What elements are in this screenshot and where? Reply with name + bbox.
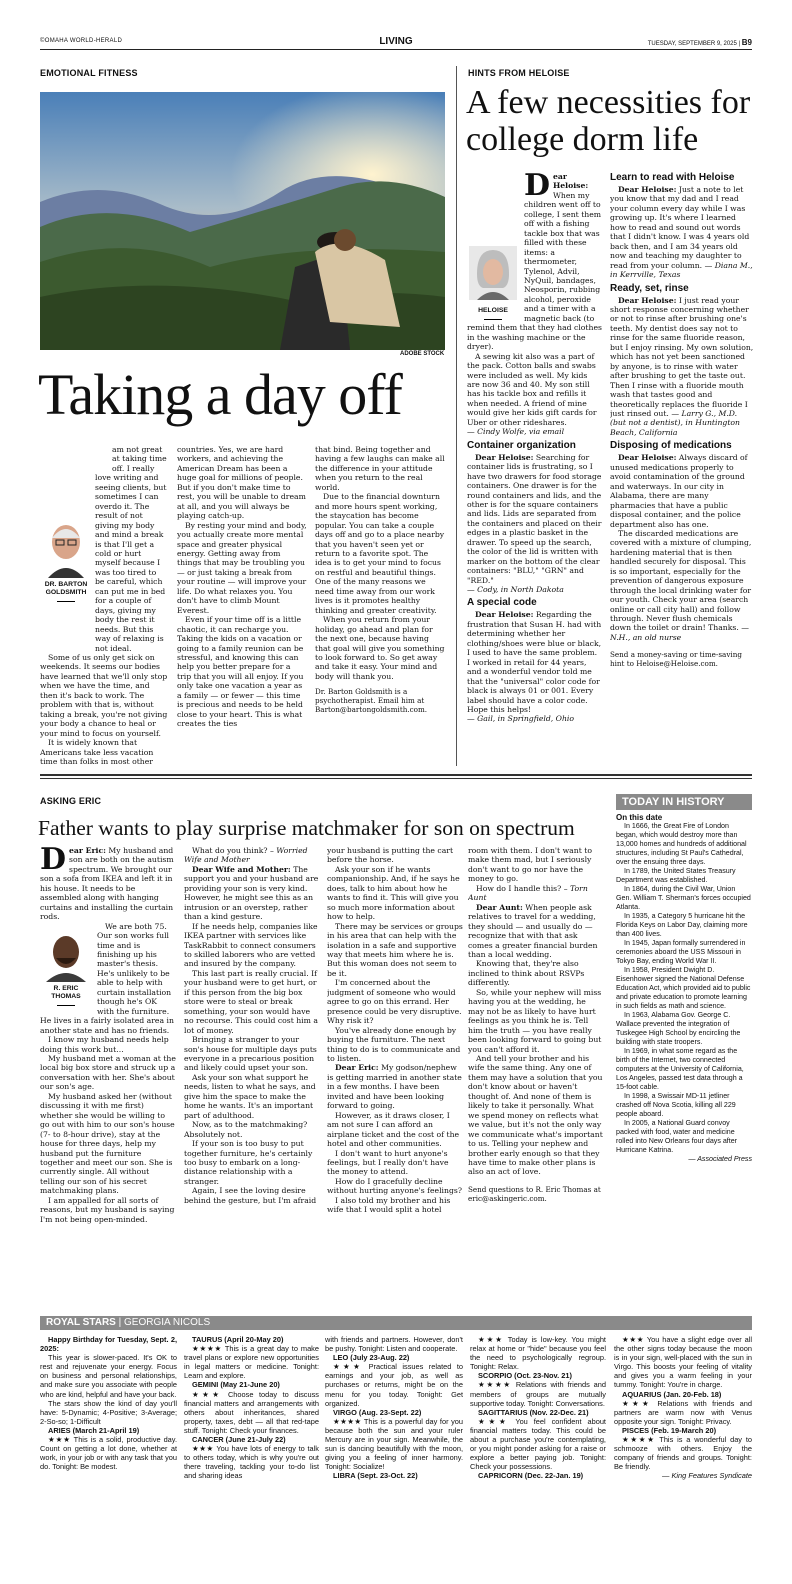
column-divider xyxy=(456,66,457,766)
page-header xyxy=(40,38,752,50)
heloise-headshot xyxy=(467,246,519,320)
heloise-column-1: HELOISE Dear Heloise: When my children went off to college, I sent them off with a fishing tackle box that was filled with these items: a thermometer, Tylenol, Advil, NyQuil, bandages, Neosporin, rubbing alcohol, peroxide and a timer with a magnetic back (to remind them that they had clothes in the washing machine or the dryer). A sewing kit also was a part of the pack. Cotton balls and swabs were included as well. My kids are now 36 and 40. My son still has his tackle box and refills it when needed. A friend of mine would give her kids gift cards for Uber or other rideshares. — Cindy Wolfe, via email Container organization Dear Heloise: Searching for container lids is frustrating, so I have two drawers for food storage containers. One drawer is for the round containers and lids, and the other is for the square containers and lids. Lids are separated from the containers and placed on their edges in a plastic basket in the drawer. To speed up the search, the color of the lid is written with marker on the bottom of the clear containers: "BLU," "GRN" and "RED." — Cody, in North Dakota A special code Dear Heloise: Regarding the frustration that Susan H. had with determining whether her clothing/shoes were blue or black, I used to have the same problem. I worked in retail for 44 years, and a wonderful vendor told me that the "universal" color code for black is always 01 or 001. Every label should have a color code. Hope this helps! — Gail, in Springfield, Ohio xyxy=(467,172,602,724)
fitness-col3-p1: that bind. Being together and having a few laughs can make all the difference in your attitude when you return to the real world. xyxy=(315,445,445,492)
heloise-footer: Send a money-saving or time-saving hint to Heloise@Heloise.com. xyxy=(610,650,742,669)
royal-stars-bar: ROYAL STARS | GEORGIA NICOLS xyxy=(40,1316,752,1330)
goldsmith-name: DR. BARTON GOLDSMITH xyxy=(44,581,88,596)
drop-cap: D xyxy=(40,846,67,877)
eric-column-3: your husband is putting the cart before the horse. Ask your son if he wants companionship. And, if he says he does, talk to him about how he wants to find it. This will give you so much more information about how to help. There may be services or groups in his area that can help with the isolation in a safe and supportive way that meets him where he is. But this woman does not seem to be it. I'm concerned about the judgment of someone who would agree to go on this errand. Her presence could be very disruptive. Why risk it? You've already done enough by buying the furniture. The next thing to do is to communicate and to listen. Dear Eric: My godson/nephew is getting married in another state in a few months. I have been invited and have been looking forward to going. However, as it draws closer, I am not sure I can afford an airplane ticket and the cost of the hotel and other communities. I don't want to hurt anyone's feelings, but I really don't have the money to attend. How do I gracefully decline without hurting anyone's feelings? I also told my brother and his wife that I would split a hotel xyxy=(327,846,463,1215)
eric-section-label: ASKING ERIC xyxy=(40,796,102,806)
history-item: In 1958, President Dwight D. Eisenhower signed the National Defense Education Act, which provided aid to public and private education to promote learning in such fields as math and science. xyxy=(616,966,751,1010)
heloise-headline: A few necessities for college dorm life xyxy=(466,84,751,158)
history-item: In 1945, Japan formally surrendered in ceremonies aboard the USS Missouri in Tokyo Bay, ending World War II. xyxy=(616,939,746,965)
sunset-photo xyxy=(40,92,445,350)
fitness-col2-p3: Even if your time off is a little chaotic, it can recharge you. Taking the kids on a vacation or going to a family reunion can be stressful, and knowing this can help you better prepare for a trip that you will all enjoy. If you only take one vacation a year as a family — or fewer — this time is precious and needs to be held close to your heart. This is what creates the ties xyxy=(177,615,304,729)
royal-stars-author: GEORGIA NICOLS xyxy=(124,1317,211,1328)
eric-column-2: What do you think? – Worried Wife and Mother Dear Wife and Mother: The support you and your husband are providing your son is very kind. However, he might see this as an intrusion or an overstep, rather than a kind gesture. If he needs help, companies like IKEA partner with services like TaskRabbit to connect consumers to skilled laborers who are vetted and insured by the company. This last part is really crucial. If your husband were to get hurt, or if this person from the big box store were to steal or break something, your son would have no recourse. This could cost him a lot of money. Bringing a stranger to your son's house for multiple days puts everyone in a precarious position and likely could upset your son. Ask your son what support he needs, listen to what he says, and give him the space to make the home he wants. It's an important part of adulthood. Now, as to the matchmaking? Absolutely not. If your son is too busy to put together furniture, he's certainly too busy to embark on a long-distance relationship with a stranger. Again, I see the loving desire behind the gesture, but I'm afraid xyxy=(184,846,319,1205)
stars-credit: — King Features Syndicate xyxy=(662,1471,752,1481)
drop-cap: D xyxy=(524,172,551,203)
fitness-col2-p2: By resting your mind and body, you actually create more mental space and greater physical energy. Getting away from things that may be troubling you — or just taking a break from your routine — will improve your life. Do what relaxes you. You don't have to climb Mount Everest. xyxy=(177,520,307,615)
eric-headline: Father wants to play surprise matchmaker for son on spectrum xyxy=(38,816,575,840)
learn-heading: Learn to read with Heloise xyxy=(610,172,735,183)
history-item: In 1864, during the Civil War, Union Gen. William T. Sherman's forces occupied Atlanta. xyxy=(616,885,751,911)
history-item: In 2005, a National Guard convoy packed with food, water and medicine rolled into New Orleans four days after Hurricane Katrina. xyxy=(616,1119,738,1154)
heloise-portrait xyxy=(469,246,517,300)
birthday-heading: Happy Birthday for Tuesday, Sept. 2, 2025: xyxy=(40,1335,177,1354)
fitness-headline: Taking a day off xyxy=(38,362,402,427)
history-item: In 1963, Alabama Gov. George C. Wallace prevented the integration of Tuskegee High School by encircling the building with state troopers. xyxy=(616,1011,741,1046)
fitness-col3-p2: Due to the financial downturn and more hours spent working, the staycation has become popular. You can take a couple days off and go to a place nearby that you haven't seen yet or return to a favorite spot. The idea is to get your mind to focus on restful and beautiful things. One of the many reasons we need time away from our work lives is it promotes healthy thinking and greater creativity. xyxy=(315,492,445,615)
history-item: In 1998, a Swissair MD-11 jetliner crashed off Nova Scotia, killing all 229 people aboard. xyxy=(616,1092,736,1118)
fitness-column-3 xyxy=(315,445,447,767)
fitness-col1-p2: Some of us only get sick on weekends. It seems our bodies have learned that we'll only stop when we have the time, and then it's back to work. The problem with that is, without taking a break, you're not giving your body a chance to heal or your mind to focus on yourself. xyxy=(40,652,168,738)
rinse-heading: Ready, set, rinse xyxy=(610,282,689,294)
history-item: In 1789, the United States Treasury Department was established. xyxy=(616,867,736,884)
stars-column-5: ★★★ You have a slight edge over all the other signs today because the moon is in your sign, well-placed with the sun in Virgo. This boosts your feeling of vitality and gives you a warm feeling in your tummy. Tonight: You're in charge. AQUARIUS (Jan. 20-Feb. 18) ★★★ Relations with friends and partners are warm now with Venus opposite your sign. Tonight: Privacy. PISCES (Feb. 19-March 20) ★★★★ This is a wonderful day to schmooze with others. Enjoy the company of friends and groups. Tonight: Be friendly. — King Features Syndicate xyxy=(614,1335,752,1481)
section-name: LIVING xyxy=(379,36,413,47)
fitness-col1-p3: It is widely known that Americans take less vacation time than folks in most other xyxy=(40,738,154,766)
royal-stars-title: ROYAL STARS xyxy=(46,1317,116,1328)
history-item: In 1935, a Category 5 hurricane hit the Florida Keys on Labor Day, claiming more than 400 lives. xyxy=(616,912,748,938)
container-heading: Container organization xyxy=(467,439,576,451)
special-code-heading: A special code xyxy=(467,597,537,609)
medications-heading: Disposing of medications xyxy=(610,440,732,452)
section-divider xyxy=(40,774,752,776)
fitness-column-2 xyxy=(177,445,307,767)
fitness-col2-p1: countries. Yes, we are hard workers, and achieving the American Dream has been a huge goal for millions of people. But if you don't make time to rest, you will be unable to dream at all, and you will always be playing catch-up. xyxy=(177,445,306,521)
eric-column-4: room with them. I don't want to make them mad, but I seriously don't want to go nor have the money to go. How do I handle this? – Torn Aunt Dear Aunt: When people ask relatives to travel for a wedding, they should — and usually do — recognize that with that ask comes a greater financial burden than a local wedding. Knowing that, they're also inclined to think about RSVPs differently. So, while your nephew will miss having you at the wedding, he may not be as likely to have hurt feelings as you think he is. Tell him the truth — you have really been looking forward to going but you can't afford it. And tell your brother and his wife the same thing. Any one of them may have a solution that you don't know about or haven't thought of. And none of them is likely to take it personally. What we spend money on reflects what we value, but it's not the only way we communicate what's important to us. Telling your nephew and brother early enough so that they have time to make other plans is also an act of love. Send questions to R. Eric Thomas at eric@askingeric.com. xyxy=(468,846,603,1203)
stars-column-1: Happy Birthday for Tuesday, Sept. 2, 2025: This year is slower-paced. It's OK to rest and rejuvenate your energy. Focus on business and personal relationships, and make sure you associate with people who are kind, helpful and have your back. The stars show the kind of day you'll have: 5-Dynamic; 4-Positive; 3-Average; 2-So-so; 1-Difficult ARIES (March 21-April 19) ★★★ This is a solid, productive day. Count on getting a lot done, whether at work, in your job or with any task that you do. Tonight: Be modest. xyxy=(40,1335,177,1472)
history-item: In 1666, the Great Fire of London began, which would destroy more than 13,000 homes and hundreds of additional structures, including St Paul's Cathedral, over the ensuing three days. xyxy=(616,822,747,866)
publication-name: ©OMAHA WORLD-HERALD xyxy=(40,38,123,44)
fitness-column-1-text: am not great at taking time off. I really love writing and seeing clients, but sometimes I can overdo it. The result of not giving my body and mind a break is that I'll get a cold or hurt myself because I was too tired to be careful, which can put me in bed for a couple of days, giving my body the rest it needs. But this way of relaxing is not ideal. Some of us only get sick on weekends. It seems our bodies have learned that we'll only stop when we have the time, and then it's back to work. The problem with that is, without taking a break, you're not giving your body a chance to heal or your mind to focus on yourself. It is widely known that Americans take less vacation time than folks in most other xyxy=(40,445,168,766)
history-list xyxy=(616,813,752,1164)
history-heading: On this date xyxy=(616,813,663,822)
history-title: TODAY IN HISTORY xyxy=(616,794,752,810)
photo-credit: ADOBE STOCK xyxy=(400,351,445,357)
stars-column-3: with friends and partners. However, don't be pushy. Tonight: Listen and cooperate. LEO (July 23-Aug. 22) ★★★ Practical issues related to earnings and your job, as well as purchases or returns, might be on the menu for you today. Tonight: Get organized. VIRGO (Aug. 23-Sept. 22) ★★★★ This is a powerful day for you because both the sun and your ruler Mercury are in your sign. Meanwhile, the sun is dancing beautifully with the moon, giving you a feeling of inner harmony. Tonight: Socialize! LIBRA (Sept. 23-Oct. 22) xyxy=(325,1335,463,1481)
history-credit: — Associated Press xyxy=(688,1155,752,1163)
eric-column-1: Dear Eric: My husband and son are both on the autism spectrum. We brought our son a sofa from IKEA and left it in his house. It needs to be assembled along with hanging curtains and installing the curtain rods. R. ERIC THOMAS We are both 75. Our son works full time and is finishing up his master's thesis. He's unlikely to be able to help with curtain installation though he's OK with the furniture. He lives in a fairly isolated area in another state and has no friends. I know my husband needs help doing this work but… My husband met a woman at the local big box store and struck up a conversation with her. She's about our son's age. My husband asked her (without discussing it with me first) whether she would be willing to go out with him to our son's house (7- to 8-hour drive), stay at the house for three days, help my husband put the furniture together and meet our son. She is currently single. All without telling our son of his secret matchmaking plans. I am appalled for all sorts of reasons, but my husband is saying I'm not being open-minded. xyxy=(40,846,176,1224)
history-item: In 1969, in what some regard as the birth of the Internet, two connected computers at the University of California, Los Angeles, passed test data through a 15-foot cable. xyxy=(616,1047,744,1091)
eric-headshot xyxy=(40,928,92,1006)
heloise-section-label: HINTS FROM HELOISE xyxy=(468,68,570,78)
heloise-column-2: Learn to read with Heloise Dear Heloise: Just a note to let you know that my dad and I read your column every day while I was growing up. It's where I learned how to read and sound out words that I didn't know. I was 4 years old back then, and I am 34 years old now and teaching my daughter to read from your column. — Diana M., in Kerrville, Texas Ready, set, rinse Dear Heloise: I just read your short response concerning whether or not to rinse after brushing one's teeth. My dentist does say not to rinse for the same fluoride reason, but I enjoy rinsing. My own solution, which has not yet been sanctioned by anyone, is to rinse with water after brushing to get the taste out. Then I rinse with a fluoride mouth wash that tastes good and theoretically replaces the fluoride I just rinsed out. — Larry G., M.D. (but not a dentist), in Huntington Beach, California Disposing of medications Dear Heloise: Always discard of unused medications properly to avoid contamination of the ground and waterways. In our city in Alabama, there are many pharmacies that have a public disposal container, and the police department also has one. The discarded medications are covered with a mixture of clumping, hardening material that is then handled securely for disposal. This is so important, especially for the prevention of dangerous exposure through the local drinking water for our youth. Check your area (search online or call city hall) and follow through. Never flush chemicals down the toilet or drain! Thanks. — N.H., an old nurse Send a money-saving or time-saving hint to Heloise@Heloise.com. xyxy=(610,172,754,669)
fitness-col3-p3: When you return from your holiday, go ahead and plan for the next one, because having that goal will give you something to look forward to. So get away and take it easy. Your mind and body will thank you. xyxy=(315,615,445,681)
heloise-name: HELOISE xyxy=(478,307,508,314)
history-box xyxy=(616,794,752,1164)
eric-signature: Send questions to R. Eric Thomas at eric@askingeric.com. xyxy=(468,1184,601,1203)
page-date: TUESDAY, SEPTEMBER 9, 2025 | B9 xyxy=(647,38,752,47)
section-divider-thin xyxy=(40,778,752,779)
fitness-section-label: EMOTIONAL FITNESS xyxy=(40,68,138,78)
stars-column-2: TAURUS (April 20-May 20) ★★★★ This is a great day to make travel plans or explore new opportunities in legal matters or medicine. Tonight: Learn and explore. GEMINI (May 21-June 20) ★★★ Choose today to discuss financial matters and arrangements with others about inheritances, shared property, taxes, debt — all that red-tape stuff. Tonight: Check your finances. CANCER (June 21-July 22) ★★★ You have lots of energy to talk to others today, which is why you're out there traveling, tackling your to-do list and sharing ideas xyxy=(184,1335,319,1481)
eric-portrait xyxy=(42,928,90,982)
fitness-signature: Dr. Barton Goldsmith is a psychotherapist. Email him at Barton@bartongoldsmith.com. xyxy=(315,687,428,715)
stars-column-4: ★★★ Today is low-key. You might relax at home or "hide" because you feel the need to psychologically regroup. Tonight: Relax. SCORPIO (Oct. 23-Nov. 21) ★★★★ Relations with friends and members of groups are mutually supportive today. Tonight: Conversations. SAGITTARIUS (Nov. 22-Dec. 21) ★★★ You feel confident about financial matters today. This could be about a purchase you're contemplating, or you might ponder asking for a raise or explore a better paying job. Tonight: Check your possessions. CAPRICORN (Dec. 22-Jan. 19) xyxy=(470,1335,606,1481)
page-number: B9 xyxy=(741,38,752,47)
eric-name: R. ERIC THOMAS xyxy=(51,984,81,1000)
